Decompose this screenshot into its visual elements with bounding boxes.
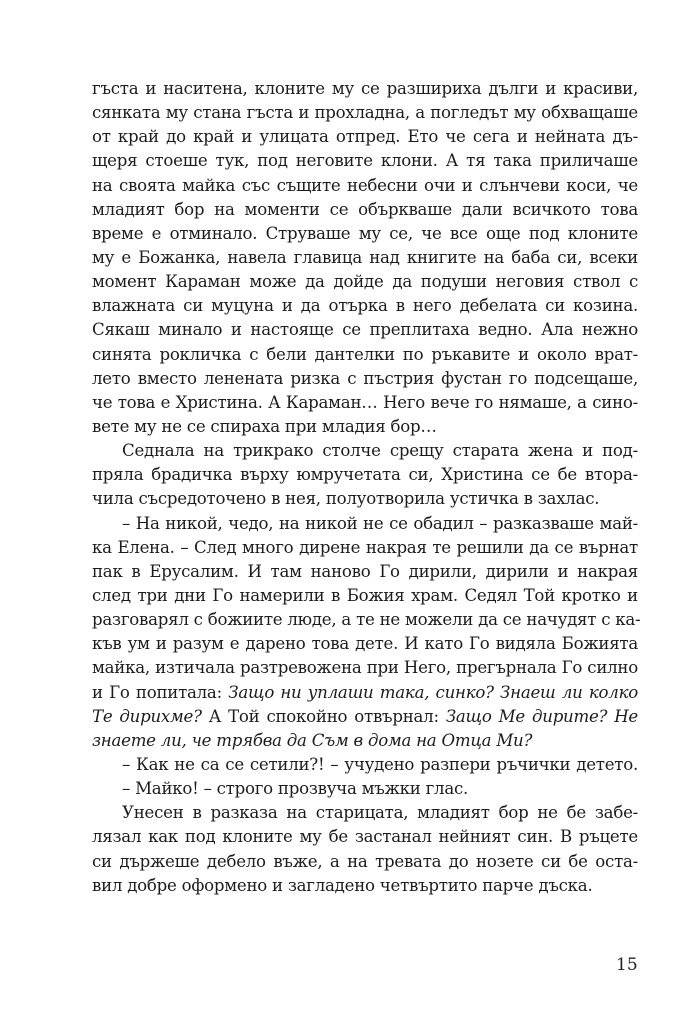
text-line: лязал как под клоните му бе застанал нейният син. В ръцете xyxy=(92,827,638,847)
text-line: щеря стоеше тук, под неговите клони. А тя така приличаше xyxy=(92,151,638,171)
text-line: му е Божанка, навела главица над книгите на баба си, всеки xyxy=(92,247,638,267)
text-line: си държеше дебело въже, а на тревата до нозете си бе оста- xyxy=(92,851,638,871)
text-line: синята рокличка с бели дантелки по ръкавите и около врат- xyxy=(92,344,638,364)
text-line: – Как не са се сетили?! – учудено разпери ръчички детето. xyxy=(122,754,638,774)
text-line: майка, изтичала разтревожена при Него, прегърнала Го силно xyxy=(92,658,638,678)
text-line: от край до край и улицата отпред. Ето че сега и нейната дъ- xyxy=(92,127,638,147)
text-line: младият бор на моменти се объркваше дали всичкото това xyxy=(92,199,638,219)
text-line: знаете ли, че трябва да Съм в дома на Отца Ми? xyxy=(92,730,533,750)
text-line: Седнала на трикрако столче срещу старата жена и под- xyxy=(122,441,638,461)
text-line: пак в Ерусалим. И там наново Го дирили, дирили и накрая xyxy=(92,561,638,581)
text-line: и Го попитала: Защо ни уплаши така, синко? Знаеш ли колко xyxy=(92,682,638,702)
text-line: – Майко! – строго прозвуча мъжки глас. xyxy=(122,779,469,799)
text-line: момент Караман може да дойде да подуши неговия ствол с xyxy=(92,272,638,292)
body-text xyxy=(92,77,641,898)
text-line: влажната си муцуна и да отърка в него дебелата си козина. xyxy=(92,296,638,316)
text-line: ка Елена. – След много дирене накрая те решили да се върнат xyxy=(92,537,638,557)
text-line: чила съсредоточено в нея, полуотворила устичка в захлас. xyxy=(92,489,600,509)
page-number: 15 xyxy=(616,955,638,975)
text-line: – На никой, чедо, на никой не се обадил – разказваше май- xyxy=(122,513,638,533)
text-line: вил добре оформено и загладено четвъртито парче дъска. xyxy=(92,875,593,895)
text-line: сянката му стана гъста и прохладна, а погледът му обхващаше xyxy=(92,103,638,123)
text-line: време е отминало. Струваше му се, че все още под клоните xyxy=(92,223,638,243)
text-line: пряла брадичка върху юмручетата си, Христина се бе втора- xyxy=(92,465,638,485)
text-line: Унесен в разказа на старицата, младият бор не бе забе- xyxy=(122,803,638,823)
text-line: лето вместо ленената ризка с пъстрия фустан го подсещаше, xyxy=(92,368,638,388)
text-line: след три дни Го намерили в Божия храм. Седял Той кротко и xyxy=(92,585,638,605)
text-line: вете му не се спираха при младия бор… xyxy=(92,416,437,436)
text-line: че това е Христина. А Караман… Него вече го нямаше, а сино- xyxy=(92,392,638,412)
text-line: къв ум и разум е дарено това дете. И като Го видяла Божията xyxy=(92,634,638,654)
text-line: Те дирихме? А Той спокойно отвърнал: Защо Ме дирите? Не xyxy=(92,706,638,726)
text-line: гъста и наситена, клоните му се разшириха дълги и красиви, xyxy=(92,79,638,98)
text-line: разговарял с божиите люде, а те не можели да се начудят с ка- xyxy=(92,610,641,630)
text-line: на своята майка със същите небесни очи и слънчеви коси, че xyxy=(92,175,638,195)
text-line: Сякаш минало и настояще се преплитаха ведно. Ала нежно xyxy=(92,320,638,340)
